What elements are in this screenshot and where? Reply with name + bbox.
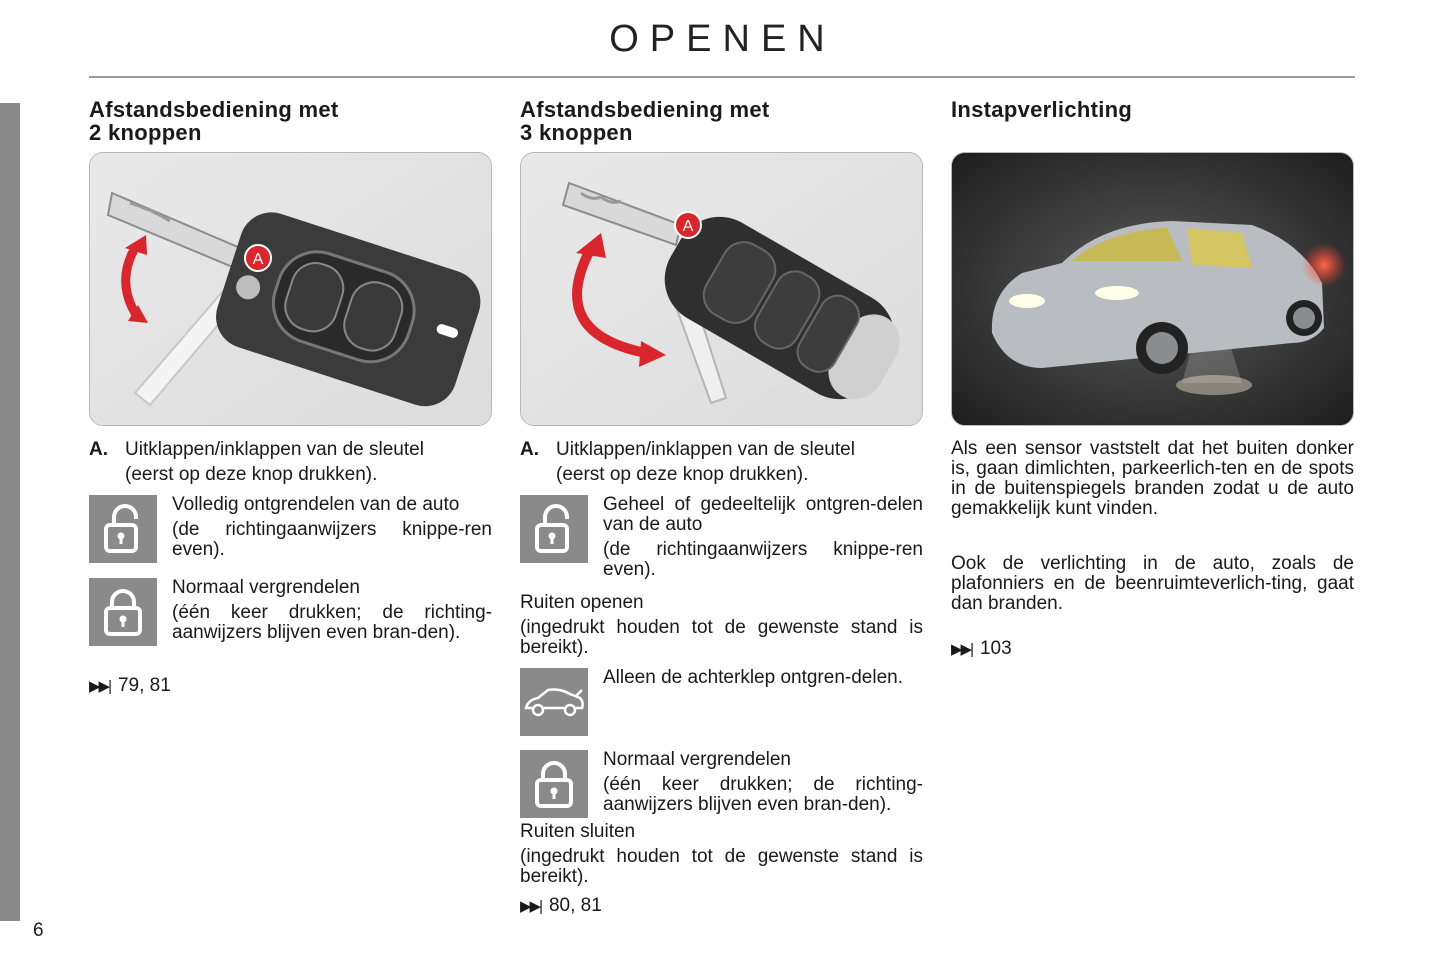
heading-line-2: 2 knoppen: [89, 120, 202, 145]
unlock-note: (de richtingaanwijzers knippe-ren even).: [172, 519, 492, 560]
para-2: Ook de verlichting in de auto, zoals de plafonniers en de beenruimteverlich-ting, gaat dan branden.: [951, 553, 1354, 614]
page-reference[interactable]: [520, 895, 923, 917]
unlock-row: [89, 495, 492, 565]
page-reference[interactable]: [951, 638, 1354, 660]
lock-row: [89, 578, 492, 648]
windows-open: [520, 593, 923, 658]
tailgate-row: [520, 668, 923, 736]
car-lighting-illustration: [951, 152, 1354, 426]
next-page-icon: ▶▶|: [520, 898, 541, 915]
item-a: [89, 437, 492, 487]
unlock-note: (de richtingaanwijzers knippe-ren even).: [603, 539, 923, 580]
section-heading: Instapverlichting: [951, 97, 1133, 122]
title-divider: [89, 76, 1355, 78]
badge-a: A: [682, 218, 694, 235]
item-a-label: A.: [520, 439, 539, 460]
section-heading: [520, 98, 923, 152]
lock-icon: [520, 750, 588, 818]
ref-pages: 79, 81: [117, 675, 171, 696]
ref-pages: 80, 81: [548, 895, 602, 916]
unlock-row: [520, 495, 923, 585]
para-1: Als een sensor vaststelt dat het buiten donker is, gaan dimlichten, parkeerlich-ten en de spots in de buitenspiegels branden zodat u de auto gemakkelijk kunt vinden.: [951, 438, 1354, 519]
lock-text: Normaal vergrendelen: [603, 749, 791, 770]
unlock-text: Geheel of gedeeltelijk ontgren-delen van de auto: [603, 494, 923, 535]
windows-close: [520, 822, 923, 887]
badge-a: A: [252, 251, 264, 268]
heading-line-2: 3 knoppen: [520, 120, 633, 145]
key-2-button-illustration: [89, 152, 492, 426]
lock-note: (één keer drukken; de richting-aanwijzers blijven even bran-den).: [603, 774, 923, 815]
next-page-icon: ▶▶|: [89, 678, 110, 695]
car-tailgate-icon: [520, 668, 588, 736]
next-page-icon: ▶▶|: [951, 641, 972, 658]
unlock-icon: [520, 495, 588, 563]
lock-text: Normaal vergrendelen: [172, 577, 360, 598]
section-3-button-remote: [520, 98, 923, 917]
item-a-line1: Uitklappen/inklappen van de sleutel: [125, 439, 424, 460]
item-a-line1: Uitklappen/inklappen van de sleutel: [556, 439, 855, 460]
unlock-icon: [89, 495, 157, 563]
section-entry-lighting: [951, 98, 1354, 660]
tailgate-text: Alleen de achterklep ontgren-delen.: [603, 667, 903, 688]
lock-note: (één keer drukken; de richting-aanwijzers blijven even bran-den).: [172, 602, 492, 643]
windows-close-label: Ruiten sluiten: [520, 821, 636, 842]
windows-open-note: (ingedrukt houden tot de gewenste stand is bereikt).: [520, 617, 923, 658]
section-heading: [89, 98, 492, 152]
page-reference[interactable]: [89, 675, 492, 697]
ref-pages: 103: [979, 638, 1012, 659]
item-a-label: A.: [89, 439, 108, 460]
windows-open-label: Ruiten openen: [520, 592, 644, 613]
page-title: OPENEN: [609, 18, 836, 60]
heading-line-1: Afstandsbediening met: [520, 97, 770, 122]
item-a-line2: (eerst op deze knop drukken).: [556, 464, 809, 485]
lock-row: [520, 750, 923, 820]
heading-line-1: Afstandsbediening met: [89, 97, 339, 122]
page-number: 6: [33, 920, 44, 941]
section-2-button-remote: [89, 98, 492, 697]
item-a: [520, 437, 923, 487]
key-3-button-illustration: [520, 152, 923, 426]
lock-icon: [89, 578, 157, 646]
item-a-line2: (eerst op deze knop drukken).: [125, 464, 378, 485]
unlock-text: Volledig ontgrendelen van de auto: [172, 494, 460, 515]
windows-close-note: (ingedrukt houden tot de gewenste stand is bereikt).: [520, 846, 923, 887]
chapter-tab: [0, 103, 20, 921]
